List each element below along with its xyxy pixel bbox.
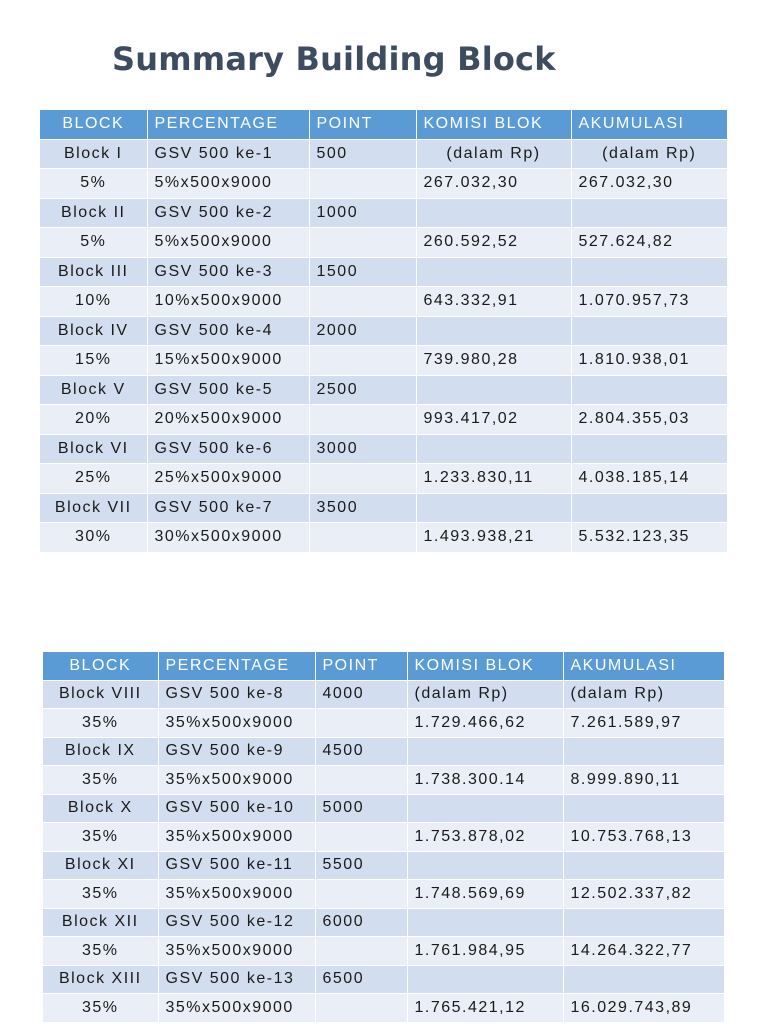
cell-block: Block XIII (43, 965, 158, 994)
table-header-row (43, 652, 724, 680)
cell-akumulasi (563, 965, 724, 994)
cell-percentage: 15%x500x9000 (147, 346, 309, 376)
cell-point (315, 994, 407, 1023)
table-row (40, 316, 727, 346)
cell-percentage: GSV 500 ke-11 (158, 851, 315, 880)
cell-point (309, 523, 416, 553)
table-row (40, 346, 727, 376)
cell-block: Block VI (40, 434, 147, 464)
cell-percentage: GSV 500 ke-7 (147, 493, 309, 523)
cell-block: 35% (43, 766, 158, 795)
table-row (43, 880, 724, 909)
cell-komisi-blok: 643.332,91 (416, 287, 571, 317)
cell-point: 2000 (309, 316, 416, 346)
header-komisi-blok: KOMISI BLOK (407, 652, 563, 680)
table-row (43, 908, 724, 937)
building-block-table-2 (43, 652, 724, 1023)
table-row (40, 405, 727, 435)
cell-point: 3000 (309, 434, 416, 464)
cell-komisi-blok (407, 794, 563, 823)
header-point: POINT (315, 652, 407, 680)
cell-block: 25% (40, 464, 147, 494)
cell-komisi-blok: 1.765.421,12 (407, 994, 563, 1023)
cell-komisi-blok (407, 965, 563, 994)
cell-komisi-blok (416, 375, 571, 405)
table-row (43, 680, 724, 709)
cell-percentage: GSV 500 ke-9 (158, 737, 315, 766)
cell-akumulasi: 2.804.355,03 (571, 405, 727, 435)
cell-block: Block V (40, 375, 147, 405)
cell-block: 5% (40, 228, 147, 258)
cell-komisi-blok: 1.753.878,02 (407, 823, 563, 852)
table-row (40, 169, 727, 199)
cell-point: 4000 (315, 680, 407, 709)
cell-block: Block IX (43, 737, 158, 766)
table-row (43, 709, 724, 738)
cell-block: 35% (43, 937, 158, 966)
cell-akumulasi: 12.502.337,82 (563, 880, 724, 909)
cell-akumulasi: 267.032,30 (571, 169, 727, 199)
cell-komisi-blok: (dalam Rp) (416, 139, 571, 169)
table-row (40, 228, 727, 258)
table-header-row (40, 110, 727, 139)
cell-percentage: 35%x500x9000 (158, 994, 315, 1023)
cell-percentage: 30%x500x9000 (147, 523, 309, 553)
cell-komisi-blok: 1.233.830,11 (416, 464, 571, 494)
cell-akumulasi (571, 375, 727, 405)
cell-block: 30% (40, 523, 147, 553)
header-block: BLOCK (40, 110, 147, 139)
cell-block: Block XI (43, 851, 158, 880)
cell-block: Block I (40, 139, 147, 169)
cell-point (315, 766, 407, 795)
cell-percentage: GSV 500 ke-2 (147, 198, 309, 228)
cell-percentage: GSV 500 ke-5 (147, 375, 309, 405)
cell-block: Block VIII (43, 680, 158, 709)
cell-point: 6000 (315, 908, 407, 937)
cell-block: Block IV (40, 316, 147, 346)
cell-percentage: 35%x500x9000 (158, 880, 315, 909)
table-body (40, 139, 727, 552)
cell-block: Block X (43, 794, 158, 823)
cell-akumulasi: 8.999.890,11 (563, 766, 724, 795)
cell-point: 4500 (315, 737, 407, 766)
cell-akumulasi: 4.038.185,14 (571, 464, 727, 494)
header-akumulasi: AKUMULASI (571, 110, 727, 139)
cell-akumulasi: 7.261.589,97 (563, 709, 724, 738)
cell-percentage: 35%x500x9000 (158, 823, 315, 852)
cell-point (309, 405, 416, 435)
cell-percentage: GSV 500 ke-3 (147, 257, 309, 287)
cell-komisi-blok (416, 257, 571, 287)
table-row (40, 434, 727, 464)
building-block-table-1 (40, 110, 727, 553)
cell-komisi-blok (416, 434, 571, 464)
cell-komisi-blok: 1.729.466,62 (407, 709, 563, 738)
cell-akumulasi: 10.753.768,13 (563, 823, 724, 852)
cell-komisi-blok: 260.592,52 (416, 228, 571, 258)
cell-percentage: 5%x500x9000 (147, 228, 309, 258)
cell-point (315, 937, 407, 966)
cell-point: 1500 (309, 257, 416, 287)
cell-akumulasi: 16.029.743,89 (563, 994, 724, 1023)
table-row (43, 965, 724, 994)
cell-akumulasi (563, 851, 724, 880)
cell-point (309, 228, 416, 258)
cell-komisi-blok: 993.417,02 (416, 405, 571, 435)
header-percentage: PERCENTAGE (147, 110, 309, 139)
header-block: BLOCK (43, 652, 158, 680)
cell-komisi-blok: 1.738.300.14 (407, 766, 563, 795)
header-point: POINT (309, 110, 416, 139)
cell-percentage: GSV 500 ke-13 (158, 965, 315, 994)
cell-komisi-blok (416, 316, 571, 346)
cell-akumulasi: 14.264.322,77 (563, 937, 724, 966)
cell-point: 3500 (309, 493, 416, 523)
table-row (43, 794, 724, 823)
cell-komisi-blok: 1.748.569,69 (407, 880, 563, 909)
cell-block: 35% (43, 994, 158, 1023)
cell-point: 500 (309, 139, 416, 169)
cell-komisi-blok: 739.980,28 (416, 346, 571, 376)
cell-block: Block VII (40, 493, 147, 523)
cell-point: 6500 (315, 965, 407, 994)
table-row (43, 937, 724, 966)
table-body (43, 680, 724, 1022)
cell-block: 35% (43, 709, 158, 738)
cell-point (309, 346, 416, 376)
cell-point: 5000 (315, 794, 407, 823)
cell-point (309, 464, 416, 494)
cell-block: 35% (43, 823, 158, 852)
page-title: Summary Building Block (112, 40, 556, 78)
cell-block: 15% (40, 346, 147, 376)
header-percentage: PERCENTAGE (158, 652, 315, 680)
cell-akumulasi (563, 737, 724, 766)
cell-akumulasi (571, 434, 727, 464)
table-row (40, 257, 727, 287)
header-komisi-blok: KOMISI BLOK (416, 110, 571, 139)
cell-komisi-blok: 267.032,30 (416, 169, 571, 199)
cell-percentage: 25%x500x9000 (147, 464, 309, 494)
cell-komisi-blok: 1.493.938,21 (416, 523, 571, 553)
cell-block: Block XII (43, 908, 158, 937)
table-row (40, 375, 727, 405)
table-row (40, 287, 727, 317)
table-row (40, 139, 727, 169)
cell-akumulasi: (dalam Rp) (563, 680, 724, 709)
cell-akumulasi: 1.070.957,73 (571, 287, 727, 317)
cell-percentage: 10%x500x9000 (147, 287, 309, 317)
cell-block: 5% (40, 169, 147, 199)
cell-block: Block II (40, 198, 147, 228)
table-row (43, 766, 724, 795)
table-row (40, 464, 727, 494)
cell-komisi-blok (416, 198, 571, 228)
cell-akumulasi: 5.532.123,35 (571, 523, 727, 553)
cell-komisi-blok (416, 493, 571, 523)
cell-akumulasi (563, 794, 724, 823)
table-row (43, 994, 724, 1023)
table-row (43, 737, 724, 766)
cell-percentage: 35%x500x9000 (158, 937, 315, 966)
cell-akumulasi: 527.624,82 (571, 228, 727, 258)
cell-percentage: 20%x500x9000 (147, 405, 309, 435)
cell-block: 20% (40, 405, 147, 435)
table-row (43, 851, 724, 880)
cell-komisi-blok (407, 737, 563, 766)
cell-point (315, 880, 407, 909)
table-row (40, 523, 727, 553)
cell-akumulasi (571, 198, 727, 228)
cell-percentage: 35%x500x9000 (158, 709, 315, 738)
cell-komisi-blok (407, 908, 563, 937)
cell-akumulasi: 1.810.938,01 (571, 346, 727, 376)
cell-block: 10% (40, 287, 147, 317)
cell-point (315, 823, 407, 852)
cell-point (315, 709, 407, 738)
cell-akumulasi (563, 908, 724, 937)
cell-point (309, 287, 416, 317)
cell-block: 35% (43, 880, 158, 909)
cell-percentage: 5%x500x9000 (147, 169, 309, 199)
cell-percentage: GSV 500 ke-6 (147, 434, 309, 464)
cell-percentage: GSV 500 ke-1 (147, 139, 309, 169)
cell-percentage: GSV 500 ke-8 (158, 680, 315, 709)
table-row (43, 823, 724, 852)
cell-percentage: 35%x500x9000 (158, 766, 315, 795)
cell-percentage: GSV 500 ke-12 (158, 908, 315, 937)
cell-akumulasi (571, 493, 727, 523)
cell-komisi-blok (407, 851, 563, 880)
cell-percentage: GSV 500 ke-10 (158, 794, 315, 823)
cell-point: 1000 (309, 198, 416, 228)
header-akumulasi: AKUMULASI (563, 652, 724, 680)
cell-komisi-blok: (dalam Rp) (407, 680, 563, 709)
cell-akumulasi (571, 257, 727, 287)
cell-percentage: GSV 500 ke-4 (147, 316, 309, 346)
cell-akumulasi: (dalam Rp) (571, 139, 727, 169)
cell-akumulasi (571, 316, 727, 346)
cell-point (309, 169, 416, 199)
table-row (40, 198, 727, 228)
table-row (40, 493, 727, 523)
cell-point: 2500 (309, 375, 416, 405)
cell-point: 5500 (315, 851, 407, 880)
cell-komisi-blok: 1.761.984,95 (407, 937, 563, 966)
cell-block: Block III (40, 257, 147, 287)
